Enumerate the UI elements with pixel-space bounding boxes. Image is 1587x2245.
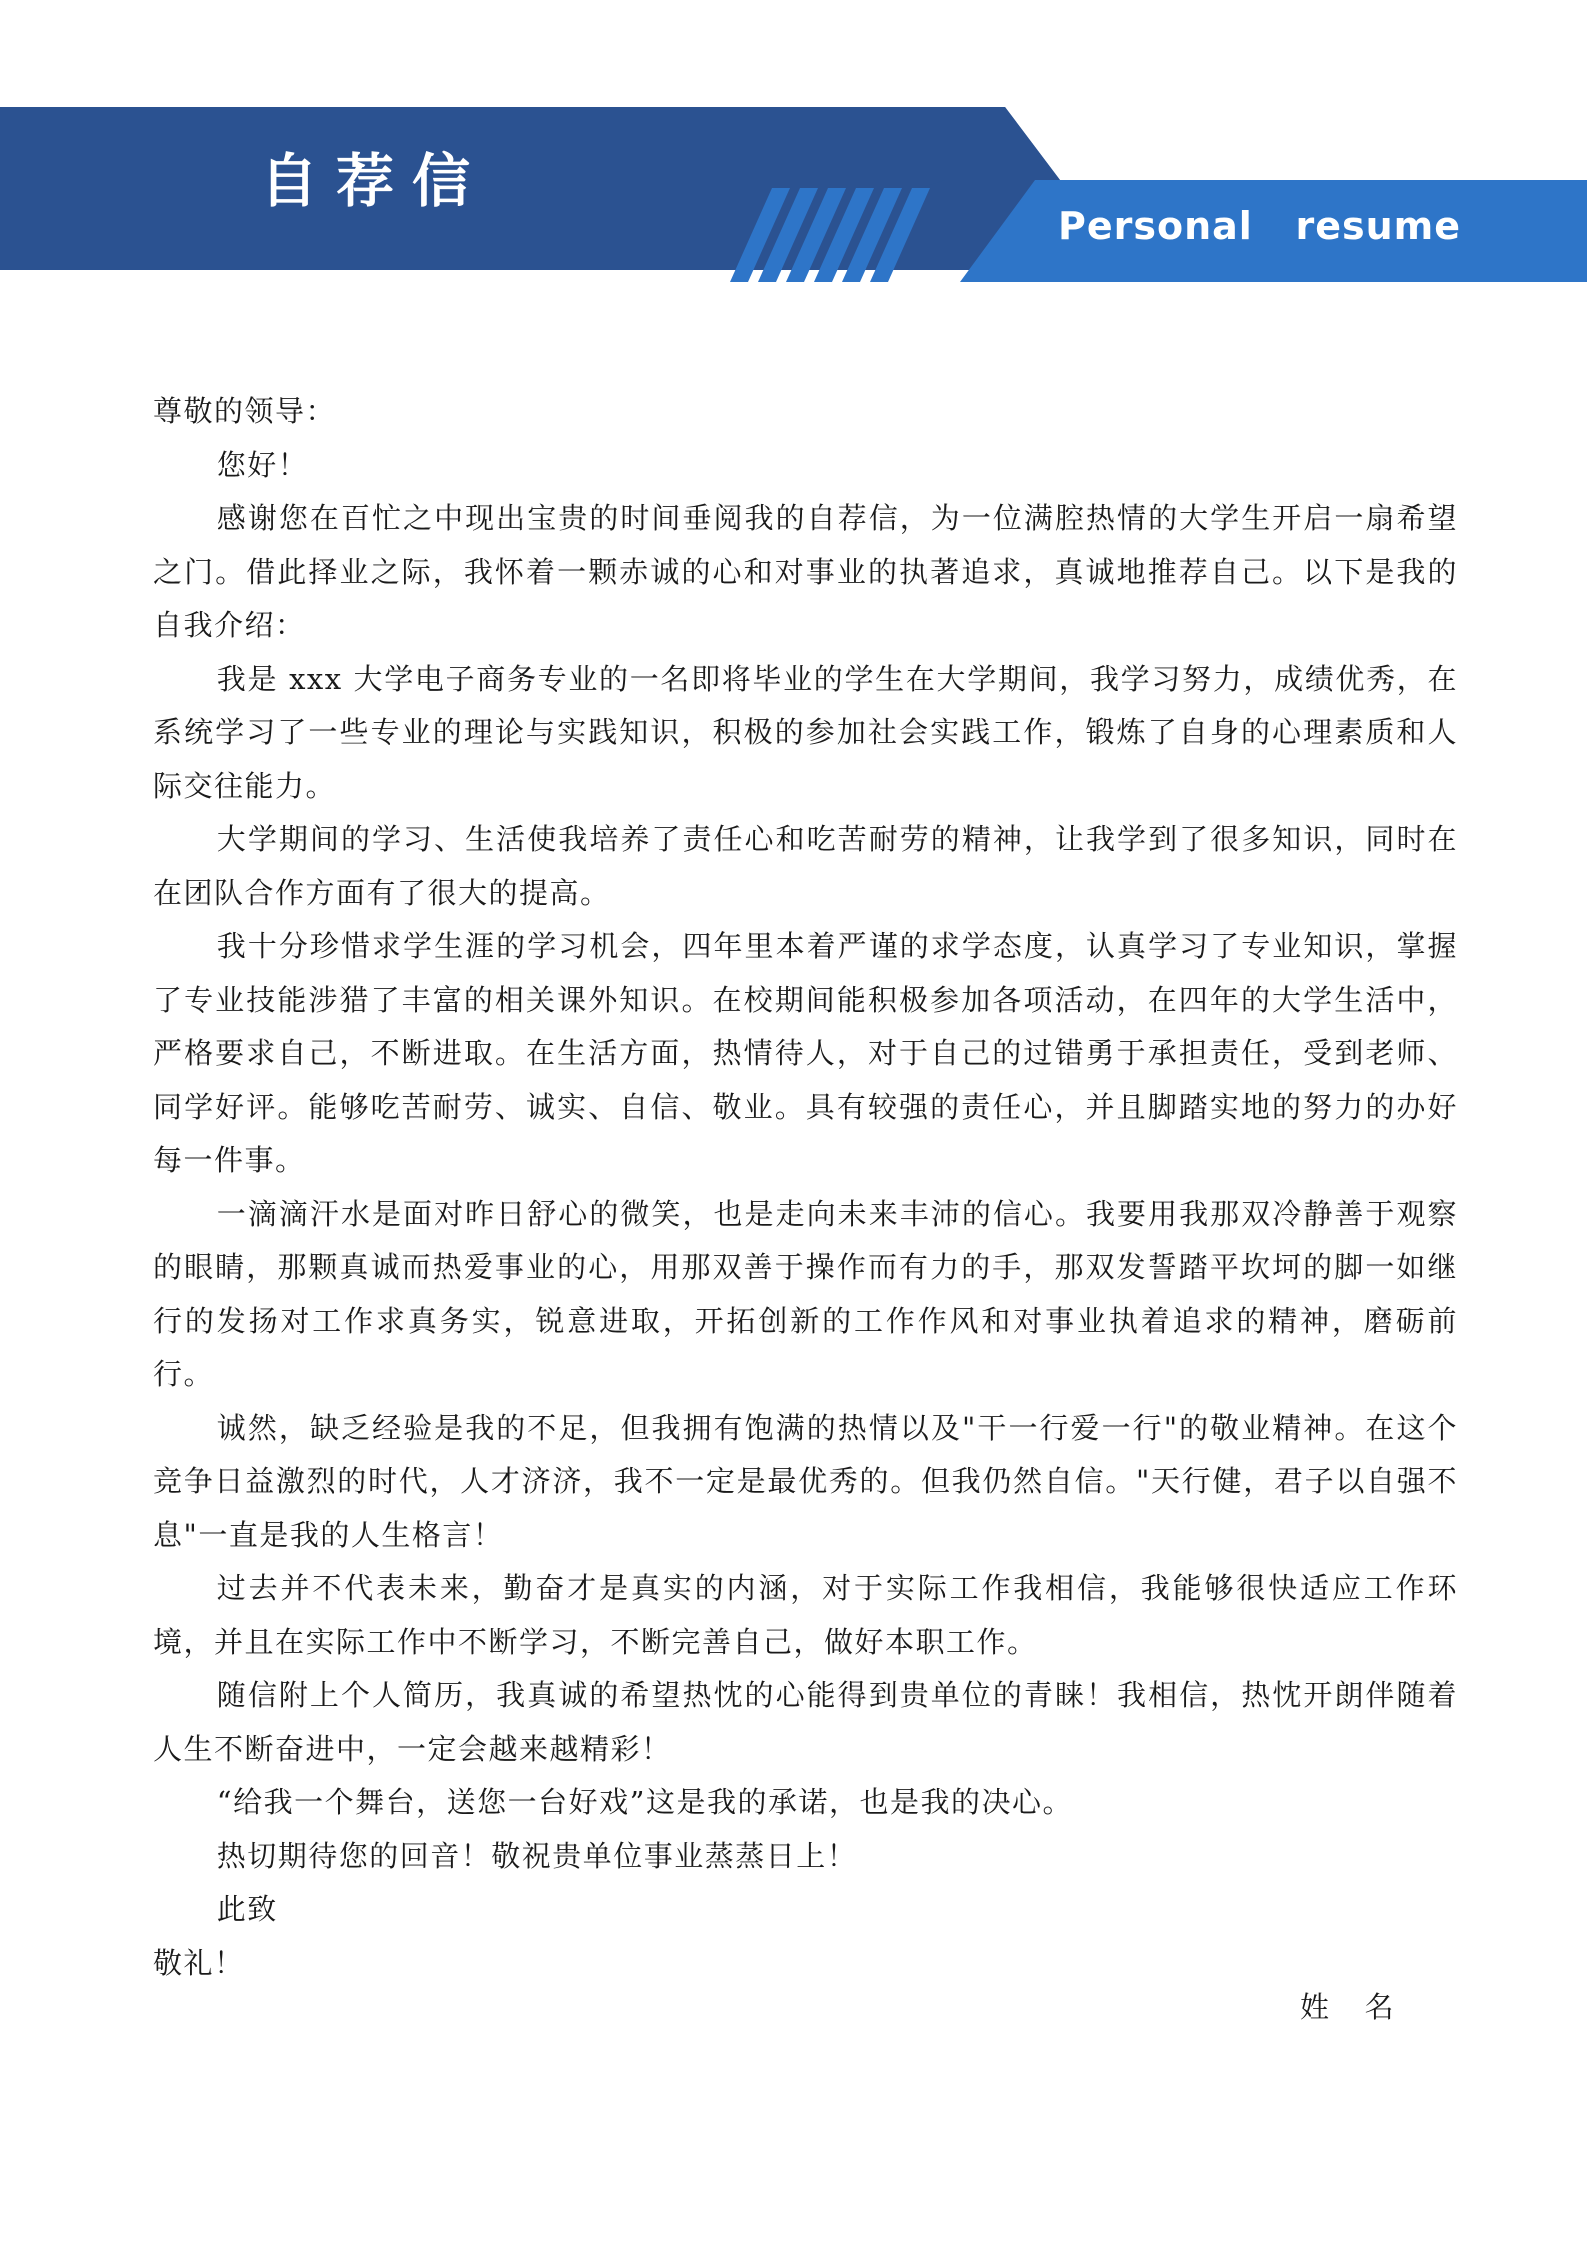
salutation: 尊敬的领导： [153, 394, 337, 428]
paragraph: 我十分珍惜求学生涯的学习机会，四年里本着严谨的求学态度，认真学习了专业知识，掌握了专业技能涉猎了丰富的相关课外知识。在校期间能积极参加各项活动，在四年的大学生活中，严格要求自己，不断进取。在生活方面，热情待人，对于自己的过错勇于承担责任，受到老师、同学好评。能够吃苦耐劳、诚实、自信、敬业。具有较强的责任心，并且脚踏实地的努力的办好每一件事。 [153, 929, 1458, 1177]
paragraph: 我是 xxx 大学电子商务专业的一名即将毕业的学生在大学期间，我学习努力，成绩优秀，在系统学习了一些专业的理论与实践知识，积极的参加社会实践工作，锻炼了自身的心理素质和人际交往能力。 [153, 661, 1458, 803]
paragraph: 热切期待您的回音！敬祝贵单位事业蒸蒸日上！ [216, 1838, 858, 1873]
signature-name: 姓 名 [1300, 1990, 1396, 2024]
closing: 此致 [216, 1892, 278, 1926]
header-banner [0, 0, 1587, 290]
letter-body [153, 385, 1458, 1990]
paragraph: 过去并不代表未来，勤奋才是真实的内涵，对于实际工作我相信，我能够很快适应工作环境，并且在实际工作中不断学习，不断完善自己，做好本职工作。 [153, 1571, 1458, 1659]
greeting: 您好！ [216, 447, 309, 482]
paragraph: “给我一个舞台，送您一台好戏”这是我的承诺，也是我的决心。 [216, 1785, 1073, 1819]
paragraph: 感谢您在百忙之中现出宝贵的时间垂阅我的自荐信，为一位满腔热情的大学生开启一扇希望之门。借此择业之际，我怀着一颗赤诚的心和对事业的执著追求，真诚地推荐自己。以下是我的自我介绍： [153, 501, 1458, 642]
paragraph: 大学期间的学习、生活使我培养了责任心和吃苦耐劳的精神，让我学到了很多知识，同时在在团队合作方面有了很大的提高。 [153, 822, 1458, 910]
banner-navy-edge [0, 107, 1060, 188]
page-subtitle: Personal resume [1058, 204, 1462, 248]
page-title: 自荐信 [260, 147, 489, 215]
paragraph: 随信附上个人简历，我真诚的希望热忱的心能得到贵单位的青睐！我相信，热忱开朗伴随着人生不断奋进中，一定会越来越精彩！ [153, 1678, 1458, 1766]
paragraph: 一滴滴汗水是面对昨日舒心的微笑，也是走向未来丰沛的信心。我要用我那双冷静善于观察的眼睛，那颗真诚而热爱事业的心，用那双善于操作而有力的手，那双发誓踏平坎坷的脚一如继行的发扬对工作求真务实，锐意进取，开拓创新的工作作风和对事业执着追求的精神，磨砺前行。 [153, 1196, 1458, 1391]
paragraph: 诚然，缺乏经验是我的不足，但我拥有饱满的热情以及"干一行爱一行"的敬业精神。在这个竞争日益激烈的时代，人才济济，我不一定是最优秀的。但我仍然自信。"天行健，君子以自强不息"一直是我的人生格言！ [153, 1410, 1458, 1552]
regards: 敬礼！ [153, 1945, 245, 1980]
